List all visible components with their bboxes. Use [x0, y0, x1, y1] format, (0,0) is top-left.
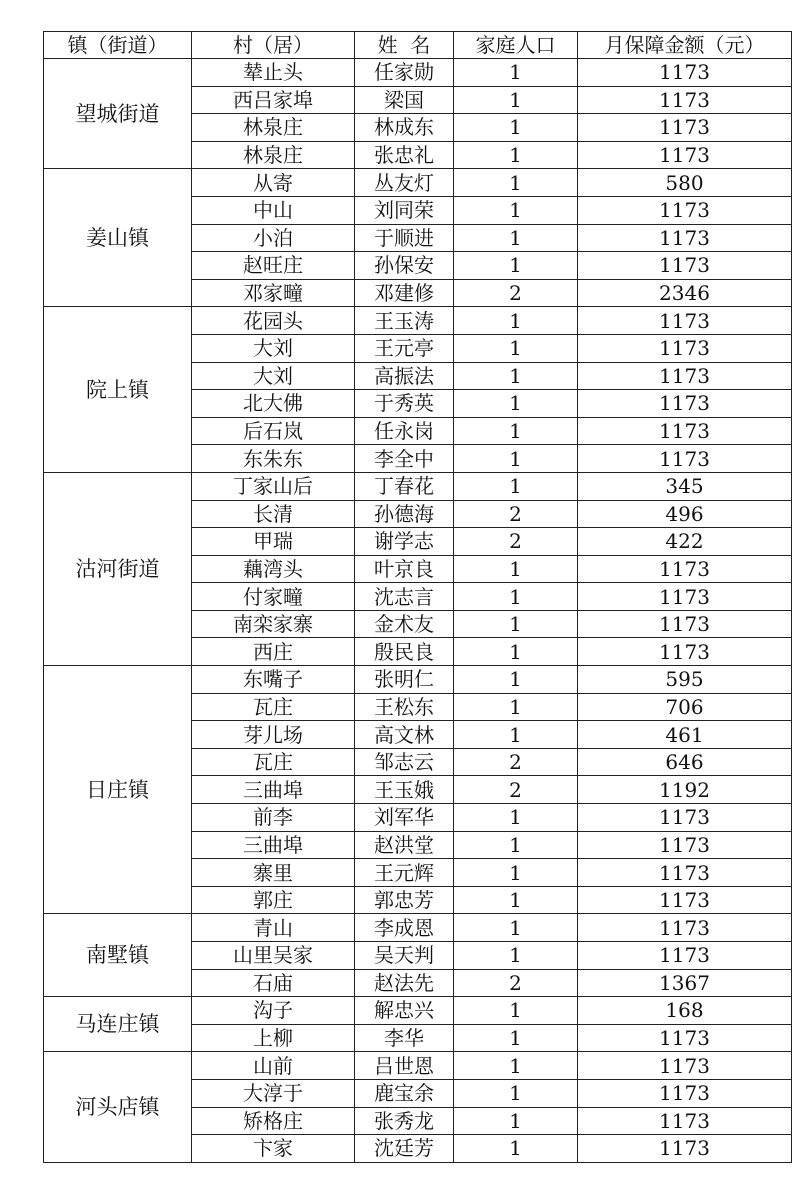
- cell-monthly-amount: 1173: [578, 1135, 792, 1163]
- cell-name: 刘军华: [355, 804, 454, 832]
- cell-monthly-amount: 1173: [578, 831, 792, 859]
- cell-name: 赵洪堂: [355, 831, 454, 859]
- assistance-table: [43, 31, 792, 1163]
- cell-monthly-amount: 1173: [578, 914, 792, 942]
- cell-monthly-amount: 461: [578, 721, 792, 749]
- cell-town: 沽河街道: [44, 472, 192, 665]
- cell-village: 瓦庄: [192, 748, 355, 776]
- cell-household-size: 1: [454, 1135, 578, 1163]
- cell-village: 三曲埠: [192, 831, 355, 859]
- cell-monthly-amount: 1173: [578, 583, 792, 611]
- cell-household-size: 1: [454, 1079, 578, 1107]
- cell-monthly-amount: 1173: [578, 1052, 792, 1080]
- cell-town: 河头店镇: [44, 1052, 192, 1162]
- cell-name: 丁春花: [355, 472, 454, 500]
- cell-village: 大刘: [192, 334, 355, 362]
- cell-name: 张明仁: [355, 666, 454, 694]
- cell-household-size: 1: [454, 114, 578, 142]
- cell-household-size: 1: [454, 59, 578, 87]
- header-monthly-amount: 月保障金额（元）: [578, 32, 792, 59]
- cell-household-size: 1: [454, 666, 578, 694]
- cell-name: 王元辉: [355, 859, 454, 887]
- cell-name: 刘同荣: [355, 196, 454, 224]
- cell-village: 东嘴子: [192, 666, 355, 694]
- cell-monthly-amount: 1173: [578, 307, 792, 335]
- cell-monthly-amount: 1367: [578, 969, 792, 997]
- cell-village: 花园头: [192, 307, 355, 335]
- cell-monthly-amount: 1173: [578, 59, 792, 87]
- cell-name: 李华: [355, 1024, 454, 1052]
- cell-town: 马连庄镇: [44, 997, 192, 1052]
- cell-monthly-amount: 1173: [578, 362, 792, 390]
- cell-village: 东朱东: [192, 445, 355, 473]
- cell-name: 张秀龙: [355, 1107, 454, 1135]
- cell-town: 姜山镇: [44, 169, 192, 307]
- cell-household-size: 1: [454, 141, 578, 169]
- cell-household-size: 1: [454, 417, 578, 445]
- cell-household-size: 1: [454, 610, 578, 638]
- cell-name: 邹志云: [355, 748, 454, 776]
- table-row: [44, 997, 792, 1025]
- table-row: [44, 472, 792, 500]
- cell-household-size: 1: [454, 886, 578, 914]
- cell-household-size: 2: [454, 500, 578, 528]
- cell-name: 吴天判: [355, 942, 454, 970]
- cell-name: 沈廷芳: [355, 1135, 454, 1163]
- cell-village: 大刘: [192, 362, 355, 390]
- cell-village: 青山: [192, 914, 355, 942]
- cell-town: 南墅镇: [44, 914, 192, 997]
- cell-village: 三曲埠: [192, 776, 355, 804]
- cell-name: 王元亭: [355, 334, 454, 362]
- cell-village: 前李: [192, 804, 355, 832]
- cell-household-size: 1: [454, 721, 578, 749]
- cell-village: 邓家疃: [192, 279, 355, 307]
- cell-household-size: 2: [454, 969, 578, 997]
- cell-household-size: 1: [454, 307, 578, 335]
- cell-monthly-amount: 1173: [578, 886, 792, 914]
- cell-household-size: 1: [454, 390, 578, 418]
- cell-household-size: 1: [454, 914, 578, 942]
- cell-household-size: 1: [454, 445, 578, 473]
- cell-name: 谢学志: [355, 528, 454, 556]
- table-row: [44, 59, 792, 87]
- cell-monthly-amount: 1173: [578, 638, 792, 666]
- cell-name: 张忠礼: [355, 141, 454, 169]
- cell-monthly-amount: 422: [578, 528, 792, 556]
- cell-name: 李成恩: [355, 914, 454, 942]
- cell-monthly-amount: 1173: [578, 804, 792, 832]
- cell-village: 林泉庄: [192, 114, 355, 142]
- cell-village: 西吕家埠: [192, 86, 355, 114]
- cell-monthly-amount: 1173: [578, 390, 792, 418]
- cell-household-size: 1: [454, 1024, 578, 1052]
- cell-household-size: 1: [454, 224, 578, 252]
- cell-household-size: 1: [454, 859, 578, 887]
- cell-monthly-amount: 580: [578, 169, 792, 197]
- cell-monthly-amount: 1173: [578, 334, 792, 362]
- cell-village: 卞家: [192, 1135, 355, 1163]
- cell-name: 高振法: [355, 362, 454, 390]
- cell-village: 西庄: [192, 638, 355, 666]
- cell-village: 芽儿场: [192, 721, 355, 749]
- cell-monthly-amount: 706: [578, 693, 792, 721]
- cell-monthly-amount: 1173: [578, 417, 792, 445]
- cell-household-size: 2: [454, 528, 578, 556]
- cell-name: 王玉涛: [355, 307, 454, 335]
- cell-monthly-amount: 1173: [578, 445, 792, 473]
- cell-monthly-amount: 1173: [578, 1024, 792, 1052]
- cell-monthly-amount: 1173: [578, 114, 792, 142]
- cell-town: 望城街道: [44, 59, 192, 169]
- cell-household-size: 1: [454, 583, 578, 611]
- cell-name: 郭忠芳: [355, 886, 454, 914]
- cell-name: 解忠兴: [355, 997, 454, 1025]
- cell-village: 林泉庄: [192, 141, 355, 169]
- cell-monthly-amount: 1173: [578, 224, 792, 252]
- cell-village: 小泊: [192, 224, 355, 252]
- cell-household-size: 1: [454, 831, 578, 859]
- cell-name: 邓建修: [355, 279, 454, 307]
- cell-name: 任永岗: [355, 417, 454, 445]
- cell-name: 王玉娥: [355, 776, 454, 804]
- cell-name: 王松东: [355, 693, 454, 721]
- cell-town: 院上镇: [44, 307, 192, 473]
- cell-monthly-amount: 1173: [578, 252, 792, 280]
- cell-village: 山里吴家: [192, 942, 355, 970]
- cell-monthly-amount: 1173: [578, 141, 792, 169]
- cell-household-size: 1: [454, 362, 578, 390]
- cell-household-size: 1: [454, 86, 578, 114]
- cell-name: 叶京良: [355, 555, 454, 583]
- cell-village: 从寄: [192, 169, 355, 197]
- cell-name: 丛友灯: [355, 169, 454, 197]
- cell-town: 日庄镇: [44, 666, 192, 914]
- cell-name: 鹿宝余: [355, 1079, 454, 1107]
- cell-monthly-amount: 1192: [578, 776, 792, 804]
- cell-monthly-amount: 1173: [578, 1107, 792, 1135]
- cell-household-size: 2: [454, 279, 578, 307]
- cell-name: 任家勋: [355, 59, 454, 87]
- cell-village: 辇止头: [192, 59, 355, 87]
- cell-village: 郭庄: [192, 886, 355, 914]
- cell-village: 瓦庄: [192, 693, 355, 721]
- cell-household-size: 1: [454, 252, 578, 280]
- cell-household-size: 1: [454, 1052, 578, 1080]
- header-town: 镇（街道）: [44, 32, 192, 59]
- cell-household-size: 1: [454, 942, 578, 970]
- cell-household-size: 1: [454, 334, 578, 362]
- cell-monthly-amount: 1173: [578, 86, 792, 114]
- cell-household-size: 1: [454, 555, 578, 583]
- cell-village: 寨里: [192, 859, 355, 887]
- table-row: [44, 914, 792, 942]
- header-row: [44, 32, 792, 59]
- cell-village: 长清: [192, 500, 355, 528]
- cell-monthly-amount: 345: [578, 472, 792, 500]
- cell-name: 孙保安: [355, 252, 454, 280]
- cell-village: 大淳于: [192, 1079, 355, 1107]
- cell-monthly-amount: 1173: [578, 942, 792, 970]
- header-name: 姓 名: [355, 32, 454, 59]
- cell-village: 丁家山后: [192, 472, 355, 500]
- cell-monthly-amount: 1173: [578, 196, 792, 224]
- cell-village: 赵旺庄: [192, 252, 355, 280]
- cell-name: 于秀英: [355, 390, 454, 418]
- cell-village: 后石岚: [192, 417, 355, 445]
- cell-household-size: 1: [454, 169, 578, 197]
- cell-village: 北大佛: [192, 390, 355, 418]
- cell-monthly-amount: 168: [578, 997, 792, 1025]
- cell-monthly-amount: 2346: [578, 279, 792, 307]
- cell-name: 孙德海: [355, 500, 454, 528]
- cell-household-size: 1: [454, 196, 578, 224]
- cell-household-size: 1: [454, 472, 578, 500]
- cell-household-size: 1: [454, 1107, 578, 1135]
- table-row: [44, 169, 792, 197]
- table-body: [44, 59, 792, 1163]
- cell-household-size: 1: [454, 638, 578, 666]
- cell-name: 殷民良: [355, 638, 454, 666]
- table-row: [44, 666, 792, 694]
- table-row: [44, 1052, 792, 1080]
- cell-name: 金术友: [355, 610, 454, 638]
- cell-name: 高文林: [355, 721, 454, 749]
- cell-monthly-amount: 1173: [578, 610, 792, 638]
- cell-monthly-amount: 595: [578, 666, 792, 694]
- table-row: [44, 307, 792, 335]
- cell-household-size: 2: [454, 748, 578, 776]
- cell-household-size: 1: [454, 693, 578, 721]
- cell-monthly-amount: 1173: [578, 859, 792, 887]
- cell-household-size: 1: [454, 997, 578, 1025]
- cell-monthly-amount: 646: [578, 748, 792, 776]
- cell-village: 上柳: [192, 1024, 355, 1052]
- cell-village: 矫格庄: [192, 1107, 355, 1135]
- cell-name: 沈志言: [355, 583, 454, 611]
- cell-village: 藕湾头: [192, 555, 355, 583]
- cell-village: 甲瑞: [192, 528, 355, 556]
- cell-household-size: 1: [454, 804, 578, 832]
- cell-name: 于顺进: [355, 224, 454, 252]
- cell-name: 梁国: [355, 86, 454, 114]
- header-household-size: 家庭人口: [454, 32, 578, 59]
- cell-village: 山前: [192, 1052, 355, 1080]
- cell-monthly-amount: 1173: [578, 1079, 792, 1107]
- cell-village: 中山: [192, 196, 355, 224]
- cell-village: 沟子: [192, 997, 355, 1025]
- cell-monthly-amount: 496: [578, 500, 792, 528]
- cell-name: 林成东: [355, 114, 454, 142]
- cell-monthly-amount: 1173: [578, 555, 792, 583]
- cell-name: 赵法先: [355, 969, 454, 997]
- cell-name: 李全中: [355, 445, 454, 473]
- header-village: 村（居）: [192, 32, 355, 59]
- cell-village: 南栾家寨: [192, 610, 355, 638]
- cell-village: 付家疃: [192, 583, 355, 611]
- cell-household-size: 2: [454, 776, 578, 804]
- cell-village: 石庙: [192, 969, 355, 997]
- cell-name: 吕世恩: [355, 1052, 454, 1080]
